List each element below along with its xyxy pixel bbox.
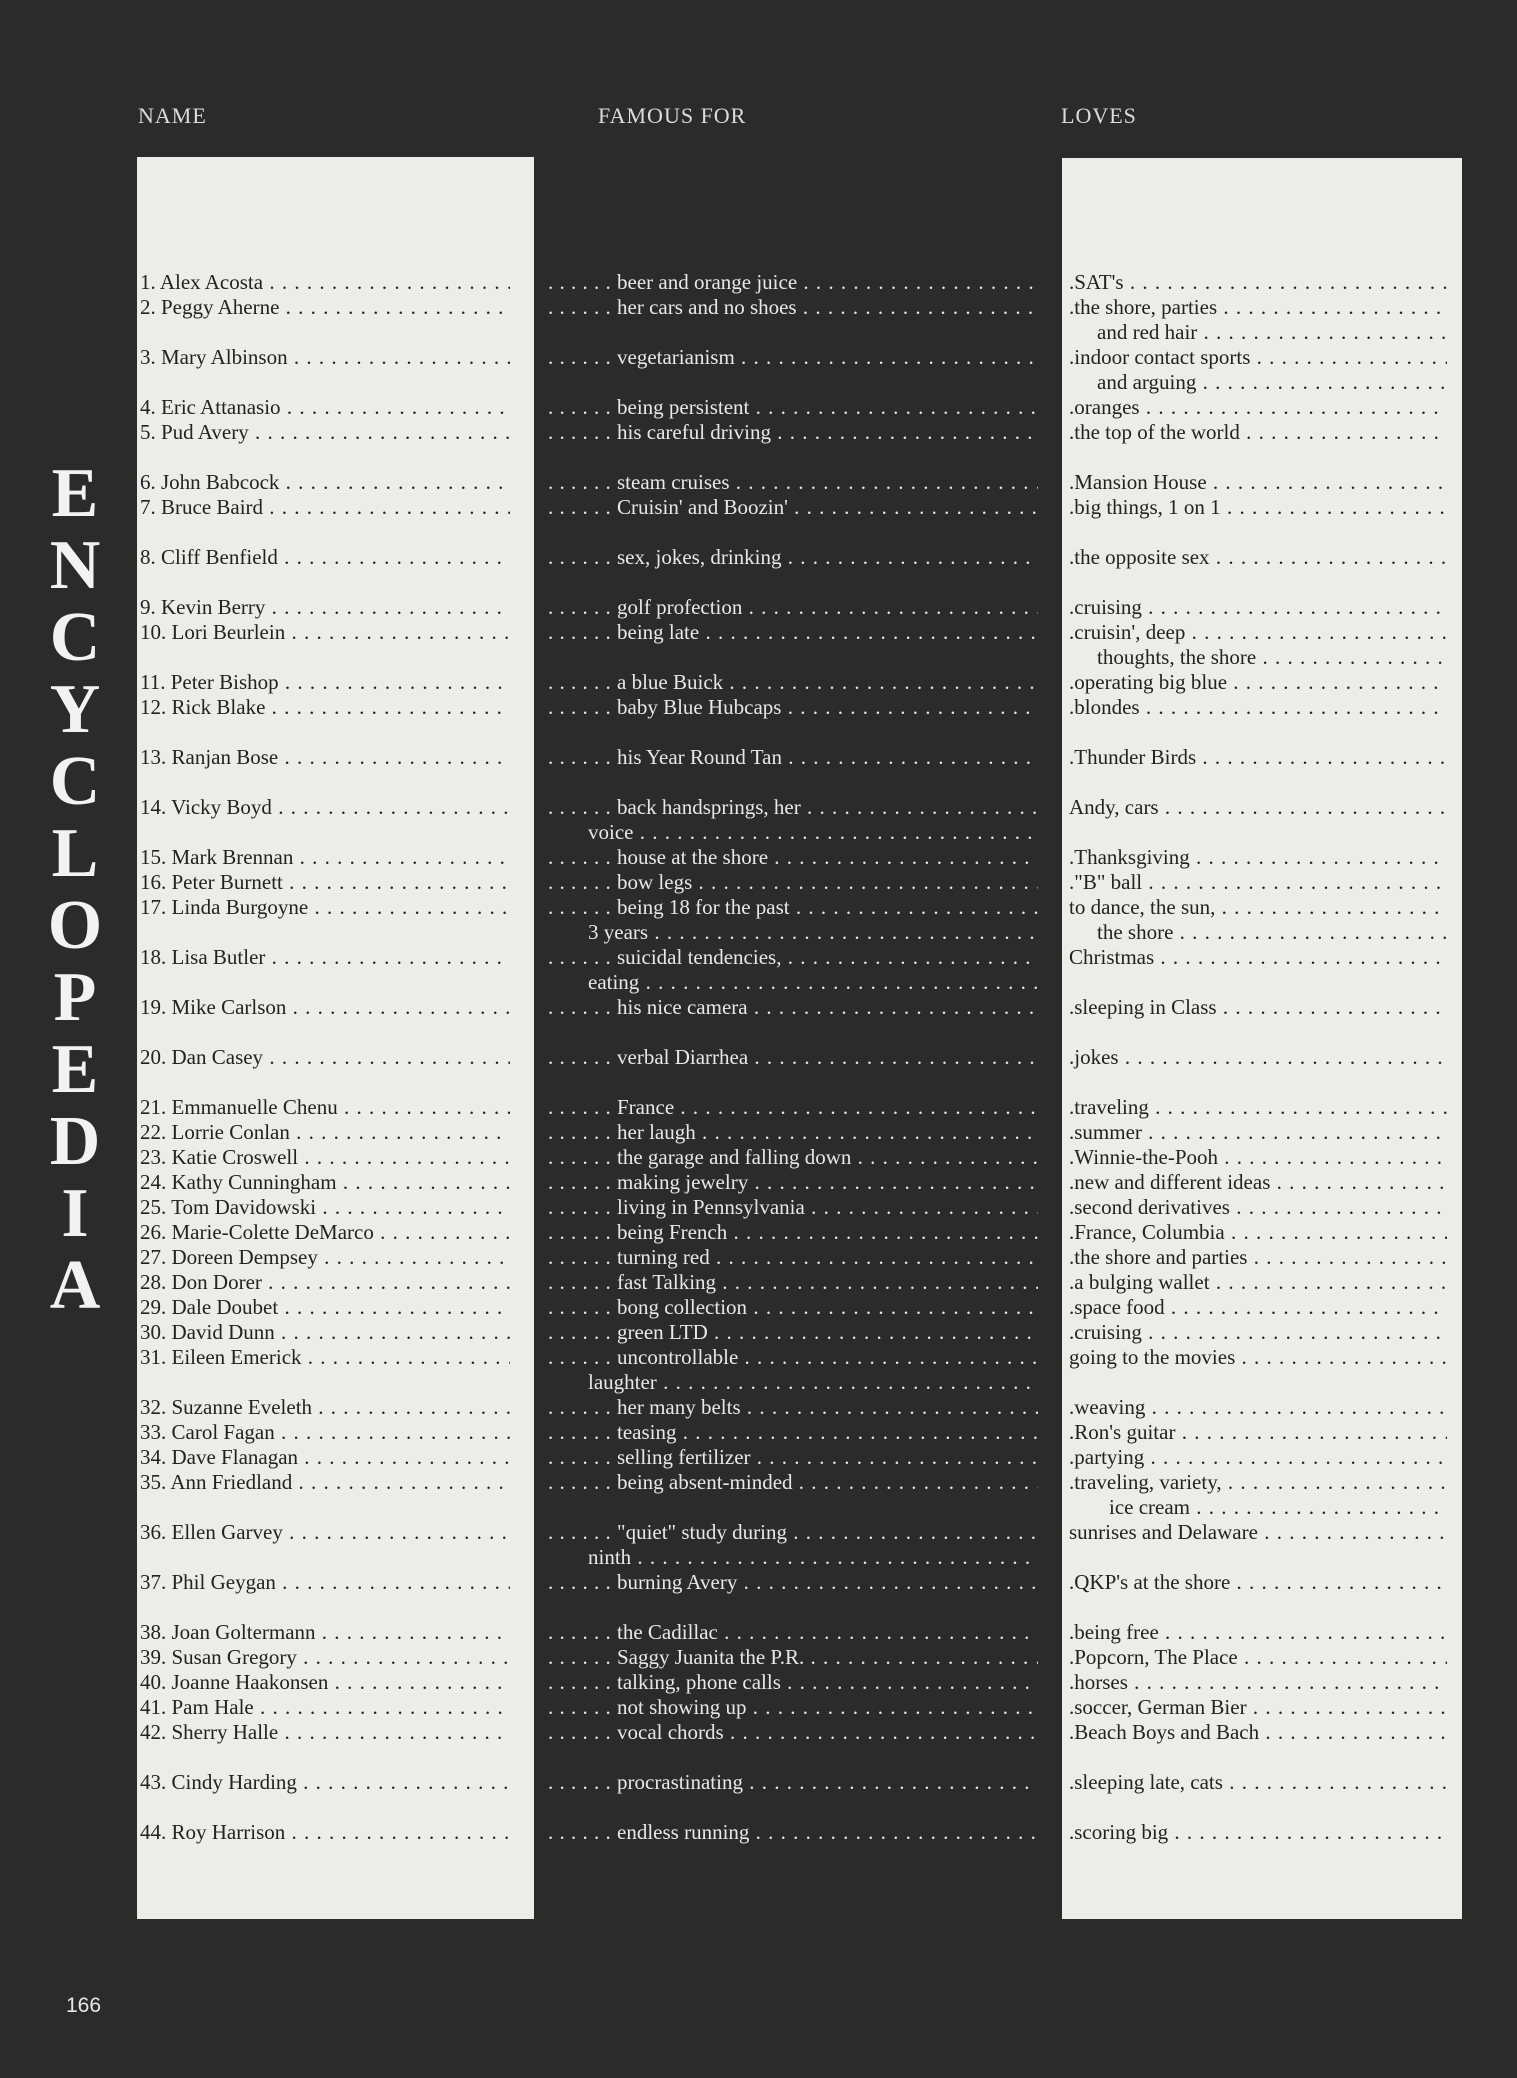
famous-text: . . . the Cadillac <box>548 1620 718 1644</box>
famous-text: . . . his Year Round Tan <box>548 745 782 769</box>
loves-text: . Beach Boys and Bach <box>1069 1720 1259 1744</box>
famous-entry <box>548 420 1038 445</box>
name-entry: 10. Lori Beurlein . . . <box>140 620 510 645</box>
loves-text: . the opposite sex <box>1069 545 1210 569</box>
famous-text: . . . house at the shore <box>548 845 768 869</box>
famous-text: . . . a blue Buick <box>548 670 723 694</box>
famous-entry <box>548 1720 1038 1745</box>
name-entry: 31. Eileen Emerick . . . <box>140 1345 510 1370</box>
name-entry: 42. Sherry Halle . . . <box>140 1720 510 1745</box>
famous-text: . . . being French <box>548 1220 727 1244</box>
loves-text: thoughts, the shore <box>1097 645 1257 669</box>
famous-entry <box>548 945 1038 970</box>
loves-text: sunrises and Delaware <box>1069 1520 1258 1544</box>
loves-text: . horses <box>1069 1670 1128 1694</box>
famous-text: 3 years <box>588 920 649 944</box>
famous-text: . . . procrastinating <box>548 1770 743 1794</box>
loves-text: . big things, 1 on 1 <box>1069 495 1221 519</box>
loves-text: . scoring big <box>1069 1820 1168 1844</box>
famous-entry <box>548 1420 1038 1445</box>
loves-entry <box>1069 1820 1447 1845</box>
famous-text: . . . being absent-minded <box>548 1470 793 1494</box>
loves-entry <box>1069 1045 1447 1070</box>
famous-entry <box>548 1645 1038 1670</box>
title-letter: L <box>51 815 99 892</box>
famous-entry <box>548 1445 1038 1470</box>
famous-entry <box>548 495 1038 520</box>
famous-entry <box>548 1470 1038 1495</box>
famous-entry <box>548 1820 1038 1845</box>
loves-text: . Winnie-the-Pooh <box>1069 1145 1218 1169</box>
loves-text: . space food <box>1069 1295 1165 1319</box>
famous-entry <box>548 1370 1038 1395</box>
famous-text: . . . teasing <box>548 1420 676 1444</box>
loves-text: . sleeping late, cats <box>1069 1770 1223 1794</box>
loves-entry <box>1069 1695 1447 1720</box>
famous-entry <box>548 1170 1038 1195</box>
loves-entry <box>1069 295 1447 320</box>
title-letter: E <box>51 455 99 532</box>
loves-text: Christmas <box>1069 945 1155 969</box>
famous-text: . . . bow legs <box>548 870 692 894</box>
famous-text: . . . fast Talking <box>548 1270 716 1294</box>
page-number: 166 <box>66 1994 102 2017</box>
name-entry: 24. Kathy Cunningham . . . <box>140 1170 510 1195</box>
famous-entry <box>548 1095 1038 1120</box>
famous-entry <box>548 920 1038 945</box>
name-entry: 13. Ranjan Bose . . . <box>140 745 510 770</box>
name-entry: 44. Roy Harrison . . . <box>140 1820 510 1845</box>
loves-entry <box>1069 645 1447 670</box>
famous-text: . . . the garage and falling down <box>548 1145 851 1169</box>
name-entry: 33. Carol Fagan . . . <box>140 1420 510 1445</box>
loves-entry <box>1069 1670 1447 1695</box>
loves-entry <box>1069 1520 1447 1545</box>
loves-text: . cruising <box>1069 1320 1142 1344</box>
loves-entry <box>1069 595 1447 620</box>
loves-text: . indoor contact sports <box>1069 345 1250 369</box>
loves-text: ice cream <box>1109 1495 1191 1519</box>
loves-entry <box>1069 1245 1447 1270</box>
loves-entry <box>1069 270 1447 295</box>
famous-text: . . . baby Blue Hubcaps <box>548 695 781 719</box>
name-entry: 30. David Dunn . . . <box>140 1320 510 1345</box>
famous-text: . . . her laugh <box>548 1120 696 1144</box>
name-entry: 39. Susan Gregory . . . <box>140 1645 510 1670</box>
name-entry: 20. Dan Casey . . . <box>140 1045 510 1070</box>
famous-entry <box>548 745 1038 770</box>
loves-text: . cruisin', deep <box>1069 620 1185 644</box>
famous-entry <box>548 1295 1038 1320</box>
famous-entry <box>548 1270 1038 1295</box>
name-entry: 18. Lisa Butler . . . <box>140 945 510 970</box>
famous-entry <box>548 1695 1038 1720</box>
famous-text: . . . Cruisin' and Boozin' <box>548 495 788 519</box>
header-loves: LOVES <box>1061 103 1137 128</box>
loves-entry <box>1069 1395 1447 1420</box>
famous-text: . . . vegetarianism <box>548 345 735 369</box>
famous-text: . . . making jewelry <box>548 1170 748 1194</box>
famous-text: . . . her cars and no shoes <box>548 295 797 319</box>
loves-entry <box>1069 345 1447 370</box>
loves-text: . Thunder Birds <box>1069 745 1196 769</box>
loves-text: . cruising <box>1069 595 1142 619</box>
famous-text: . . . her many belts <box>548 1395 741 1419</box>
famous-text: . . . golf profection <box>548 595 742 619</box>
name-entry: 28. Don Dorer . . . <box>140 1270 510 1295</box>
famous-entry <box>548 1220 1038 1245</box>
famous-text: . . . vocal chords <box>548 1720 724 1744</box>
loves-text: . oranges <box>1069 395 1140 419</box>
loves-text: . France, Columbia <box>1069 1220 1225 1244</box>
loves-entry <box>1069 370 1447 395</box>
loves-entry <box>1069 795 1447 820</box>
loves-entry <box>1069 1320 1447 1345</box>
name-entry: 40. Joanne Haakonsen . . . <box>140 1670 510 1695</box>
name-entry: 9. Kevin Berry . . . <box>140 595 510 620</box>
loves-entry <box>1069 845 1447 870</box>
loves-text: . weaving <box>1069 1395 1145 1419</box>
famous-entry <box>548 670 1038 695</box>
famous-text: . . . bong collection <box>548 1295 747 1319</box>
loves-entry <box>1069 1470 1447 1495</box>
famous-text: . . . turning red <box>548 1245 710 1269</box>
loves-entry <box>1069 1195 1447 1220</box>
famous-entry <box>548 295 1038 320</box>
loves-text: the shore <box>1097 920 1174 944</box>
loves-text: . a bulging wallet <box>1069 1270 1210 1294</box>
title-letter: O <box>47 887 103 964</box>
famous-entry <box>548 1120 1038 1145</box>
loves-text: to dance, the sun, <box>1069 895 1216 919</box>
famous-text: . . . "quiet" study during <box>548 1520 787 1544</box>
famous-entry <box>548 1145 1038 1170</box>
name-entry: 25. Tom Davidowski . . . <box>140 1195 510 1220</box>
loves-entry <box>1069 1620 1447 1645</box>
loves-text: . Popcorn, The Place <box>1069 1645 1238 1669</box>
famous-entry <box>548 845 1038 870</box>
name-entry: 34. Dave Flanagan . . . <box>140 1445 510 1470</box>
famous-entry <box>548 545 1038 570</box>
title-letter: A <box>49 1247 101 1324</box>
loves-entry <box>1069 920 1447 945</box>
name-entry: 37. Phil Geygan . . . <box>140 1570 510 1595</box>
loves-text: going to the movies <box>1069 1345 1236 1369</box>
famous-text: . . . green LTD <box>548 1320 708 1344</box>
name-entry: 4. Eric Attanasio . . . <box>140 395 510 420</box>
name-entry: 5. Pud Avery . . . <box>140 420 510 445</box>
loves-entry <box>1069 1220 1447 1245</box>
loves-text: . operating big blue <box>1069 670 1227 694</box>
name-entry: 11. Peter Bishop . . . <box>140 670 510 695</box>
name-entry: 17. Linda Burgoyne . . . <box>140 895 510 920</box>
famous-text: ninth <box>588 1545 632 1569</box>
famous-text: . . . burning Avery <box>548 1570 737 1594</box>
loves-entry <box>1069 870 1447 895</box>
loves-entry <box>1069 670 1447 695</box>
famous-entry <box>548 1770 1038 1795</box>
famous-text: . . . living in Pennsylvania <box>548 1195 805 1219</box>
famous-entry <box>548 470 1038 495</box>
name-entry: 23. Katie Croswell . . . <box>140 1145 510 1170</box>
famous-entry <box>548 1670 1038 1695</box>
famous-entry <box>548 1045 1038 1070</box>
name-entry: 3. Mary Albinson . . . <box>140 345 510 370</box>
famous-text: . . . his nice camera <box>548 995 748 1019</box>
name-entry: 14. Vicky Boyd . . . <box>140 795 510 820</box>
name-entry: 43. Cindy Harding . . . <box>140 1770 510 1795</box>
loves-entry <box>1069 470 1447 495</box>
famous-text: . . . uncontrollable <box>548 1345 738 1369</box>
title-letter: C <box>49 743 101 820</box>
famous-entry <box>548 820 1038 845</box>
loves-text: . new and different ideas <box>1069 1170 1270 1194</box>
header-famous-for: FAMOUS FOR <box>598 103 747 128</box>
loves-text: . sleeping in Class <box>1069 995 1217 1019</box>
famous-entry <box>548 1245 1038 1270</box>
famous-entry <box>548 695 1038 720</box>
loves-entry <box>1069 745 1447 770</box>
name-entry: 35. Ann Friedland . . . <box>140 1470 510 1495</box>
famous-entry <box>548 1570 1038 1595</box>
famous-entry <box>548 895 1038 920</box>
loves-entry <box>1069 395 1447 420</box>
loves-text: . the shore and parties <box>1069 1245 1247 1269</box>
loves-entry <box>1069 1770 1447 1795</box>
famous-text: . . . being persistent <box>548 395 749 419</box>
famous-text: . . . his careful driving <box>548 420 771 444</box>
name-entry: 12. Rick Blake . . . <box>140 695 510 720</box>
loves-entry <box>1069 1095 1447 1120</box>
loves-entry <box>1069 1570 1447 1595</box>
famous-entry <box>548 345 1038 370</box>
loves-text: . jokes <box>1069 1045 1119 1069</box>
loves-text: and red hair <box>1097 320 1198 344</box>
famous-entry <box>548 1320 1038 1345</box>
famous-text: . . . suicidal tendencies, <box>548 945 781 969</box>
loves-text: . Thanksgiving <box>1069 845 1190 869</box>
loves-entry <box>1069 545 1447 570</box>
loves-entry <box>1069 420 1447 445</box>
famous-entry <box>548 1195 1038 1220</box>
loves-text: . soccer, German Bier <box>1069 1695 1247 1719</box>
loves-text: . being free <box>1069 1620 1159 1644</box>
loves-entry <box>1069 1720 1447 1745</box>
name-entry: 26. Marie-Colette DeMarco . . . <box>140 1220 510 1245</box>
loves-text: Andy, cars <box>1069 795 1159 819</box>
name-entry: 36. Ellen Garvey . . . <box>140 1520 510 1545</box>
famous-text: . . . not showing up <box>548 1695 747 1719</box>
name-entry: 21. Emmanuelle Chenu . . . <box>140 1095 510 1120</box>
title-letter: Y <box>49 671 101 748</box>
title-letter: I <box>61 1175 89 1252</box>
famous-text: . . . Saggy Juanita the P.R. <box>548 1645 804 1669</box>
loves-entry <box>1069 1420 1447 1445</box>
title-letter: E <box>51 1031 99 1108</box>
name-entry: 2. Peggy Aherne . . . <box>140 295 510 320</box>
loves-entry <box>1069 1345 1447 1370</box>
loves-text: . partying <box>1069 1445 1144 1469</box>
loves-text: . the shore, parties <box>1069 295 1217 319</box>
loves-text: . traveling, variety, <box>1069 1470 1222 1494</box>
name-entry: 27. Doreen Dempsey . . . <box>140 1245 510 1270</box>
famous-entry <box>548 1620 1038 1645</box>
loves-entry <box>1069 1170 1447 1195</box>
name-entry: 15. Mark Brennan . . . <box>140 845 510 870</box>
famous-entry <box>548 595 1038 620</box>
loves-entry <box>1069 620 1447 645</box>
famous-text: . . . selling fertilizer <box>548 1445 751 1469</box>
name-entry: 29. Dale Doubet . . . <box>140 1295 510 1320</box>
famous-text: . . . back handsprings, her <box>548 795 801 819</box>
loves-entry <box>1069 895 1447 920</box>
famous-entry <box>548 270 1038 295</box>
loves-entry <box>1069 1145 1447 1170</box>
famous-text: . . . France <box>548 1095 674 1119</box>
name-entry: 22. Lorrie Conlan . . . <box>140 1120 510 1145</box>
loves-text: . QKP's at the shore <box>1069 1570 1230 1594</box>
famous-entry <box>548 1545 1038 1570</box>
encyclopedia-title <box>40 455 110 1324</box>
loves-entry <box>1069 695 1447 720</box>
loves-text: . Mansion House <box>1069 470 1207 494</box>
loves-entry <box>1069 320 1447 345</box>
name-entry: 8. Cliff Benfield . . . <box>140 545 510 570</box>
loves-entry <box>1069 1120 1447 1145</box>
loves-entry <box>1069 1445 1447 1470</box>
title-letter: N <box>49 527 101 604</box>
loves-text: . traveling <box>1069 1095 1149 1119</box>
famous-text: . . . sex, jokes, drinking <box>548 545 781 569</box>
famous-entry <box>548 1345 1038 1370</box>
famous-entry <box>548 870 1038 895</box>
loves-entry <box>1069 1495 1447 1520</box>
name-entry: 1. Alex Acosta . . . <box>140 270 510 295</box>
title-letter: C <box>49 599 101 676</box>
famous-text: . . . beer and orange juice <box>548 270 797 294</box>
header-name: NAME <box>138 103 207 128</box>
famous-text: . . . talking, phone calls <box>548 1670 781 1694</box>
loves-entry <box>1069 1295 1447 1320</box>
famous-text: . . . being late <box>548 620 699 644</box>
famous-entry <box>548 1520 1038 1545</box>
loves-entry <box>1069 995 1447 1020</box>
name-entry: 16. Peter Burnett . . . <box>140 870 510 895</box>
famous-entry <box>548 395 1038 420</box>
loves-entry <box>1069 945 1447 970</box>
name-entry: 41. Pam Hale . . . <box>140 1695 510 1720</box>
famous-text: . . . being 18 for the past <box>548 895 790 919</box>
loves-entry <box>1069 495 1447 520</box>
loves-text: . blondes <box>1069 695 1140 719</box>
name-entry: 6. John Babcock . . . <box>140 470 510 495</box>
famous-text: laughter <box>588 1370 657 1394</box>
title-letter: D <box>49 1103 101 1180</box>
famous-entry <box>548 795 1038 820</box>
famous-entry <box>548 995 1038 1020</box>
famous-entry <box>548 620 1038 645</box>
famous-entry <box>548 970 1038 995</box>
loves-text: . SAT's <box>1069 270 1124 294</box>
loves-text: and arguing <box>1097 370 1197 394</box>
loves-text: . the top of the world <box>1069 420 1240 444</box>
name-entry: 38. Joan Goltermann . . . <box>140 1620 510 1645</box>
title-letter: P <box>53 959 97 1036</box>
name-entry: 7. Bruce Baird . . . <box>140 495 510 520</box>
famous-text: . . . steam cruises <box>548 470 730 494</box>
name-entry: 32. Suzanne Eveleth . . . <box>140 1395 510 1420</box>
name-entry: 19. Mike Carlson . . . <box>140 995 510 1020</box>
loves-text: . Ron's guitar <box>1069 1420 1175 1444</box>
loves-entry <box>1069 1270 1447 1295</box>
famous-entry <box>548 1395 1038 1420</box>
famous-text: . . . verbal Diarrhea <box>548 1045 748 1069</box>
loves-text: . "B" ball <box>1069 870 1142 894</box>
famous-text: eating <box>588 970 640 994</box>
loves-text: . summer <box>1069 1120 1142 1144</box>
loves-entry <box>1069 1645 1447 1670</box>
loves-text: . second derivatives <box>1069 1195 1230 1219</box>
famous-text: voice <box>588 820 634 844</box>
famous-text: . . . endless running <box>548 1820 749 1844</box>
